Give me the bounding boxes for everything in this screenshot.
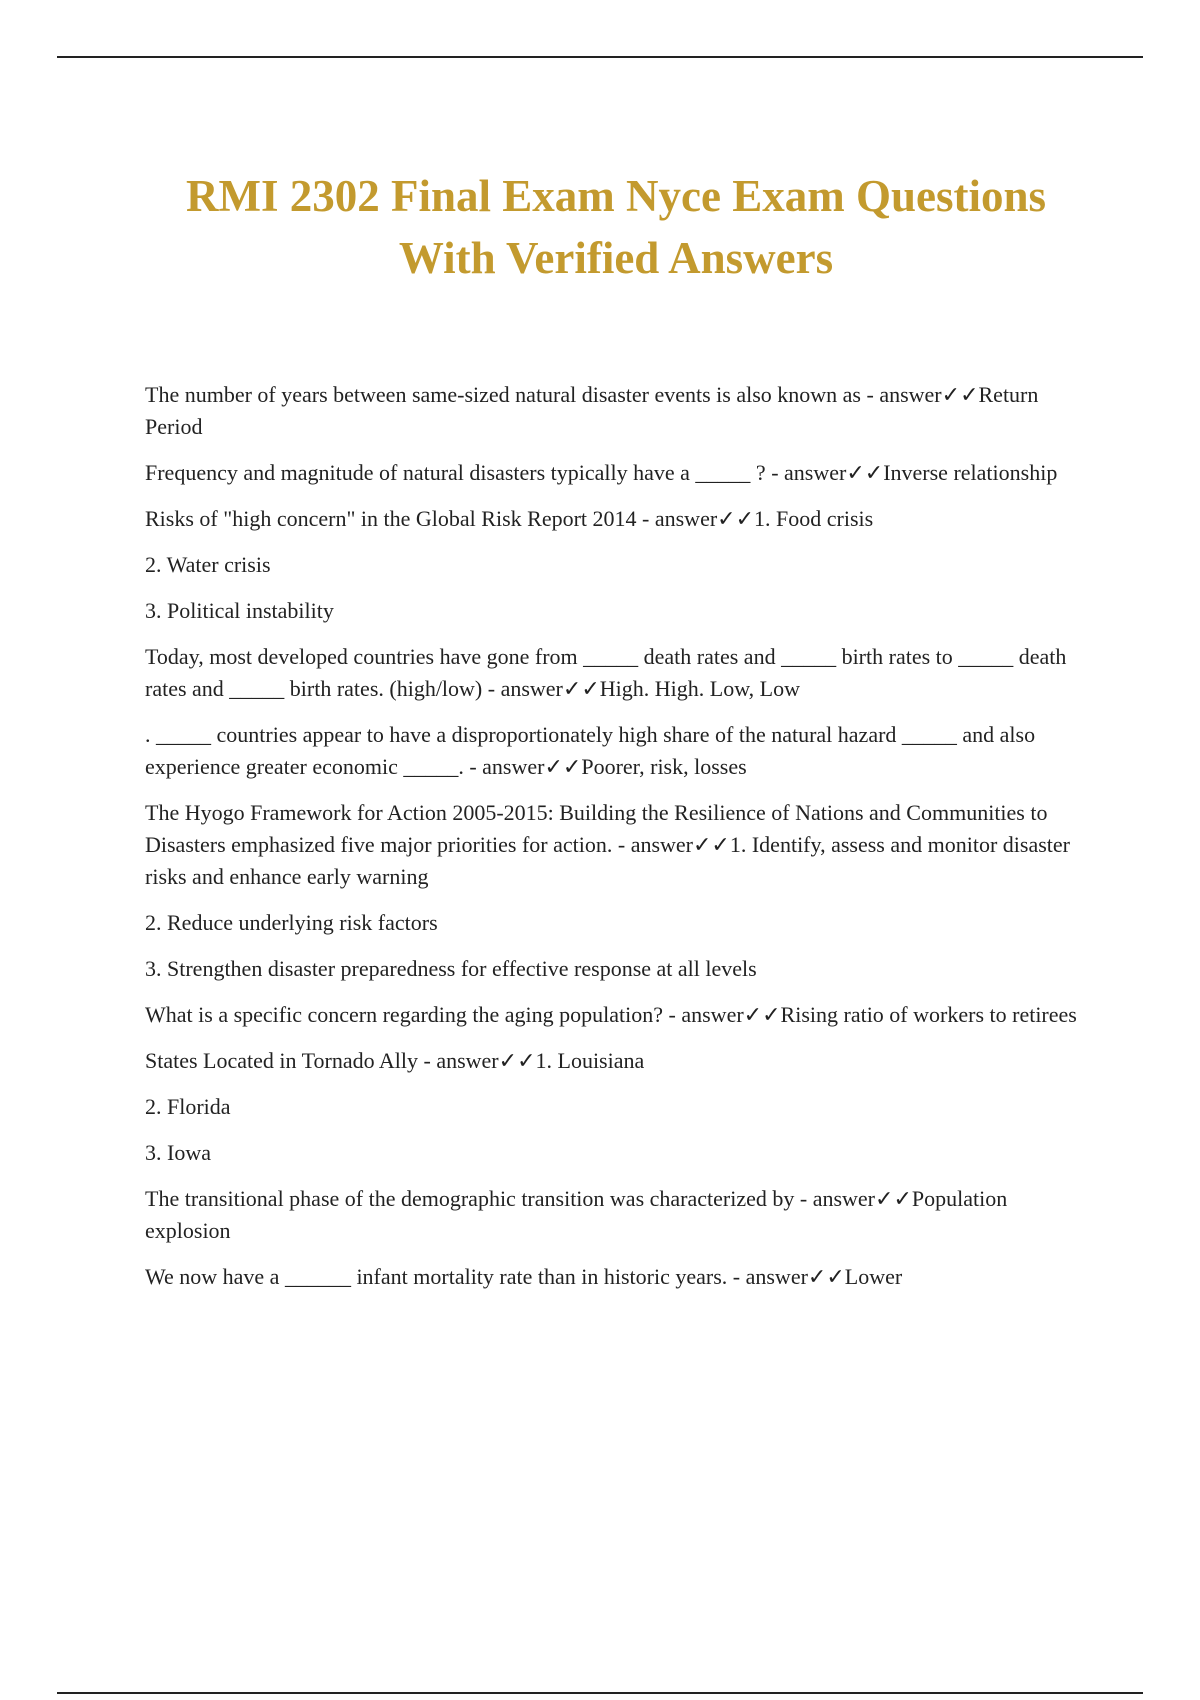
qa-item (145, 1045, 1080, 1077)
answer-marker: answer✓✓ (630, 832, 730, 857)
answer-text: Population explosion (145, 1186, 1008, 1243)
answer-marker: answer✓✓ (879, 382, 979, 407)
qa-item (145, 719, 1080, 783)
qa-item (145, 797, 1080, 893)
question-text: Today, most developed countries have gone from _____ death rates and _____ birth rates to _____ death rates and _____ birth rates. (high/low) - (145, 644, 1067, 701)
answer-continuation: 3. Political instability (145, 598, 334, 623)
qa-item (145, 379, 1080, 443)
answer-text: Lower (844, 1264, 903, 1289)
qa-item (145, 1261, 1080, 1293)
question-text: What is a specific concern regarding the aging population? - (145, 1002, 682, 1027)
question-text: . _____ countries appear to have a disproportionately high share of the natural hazard _____ and also experience greater economic _____. - (145, 722, 1036, 779)
qa-item (145, 999, 1080, 1031)
qa-item (145, 1183, 1080, 1247)
bottom-rule (57, 1692, 1143, 1694)
question-text: The number of years between same-sized natural disaster events is also known as - (145, 382, 880, 407)
answer-text: 1. Louisiana (535, 1048, 645, 1073)
document-title-line-2: With Verified Answers (398, 233, 834, 283)
question-text: States Located in Tornado Ally - (145, 1048, 437, 1073)
answer-text: Poorer, risk, losses (581, 754, 747, 779)
answer-text: High. High. Low, Low (599, 676, 800, 701)
answer-continuation: 2. Florida (145, 1094, 231, 1119)
question-text: We now have a ______ infant mortality rate than in historic years. - (145, 1264, 746, 1289)
document-title (120, 165, 1112, 289)
answer-continuation: 3. Iowa (145, 1140, 211, 1165)
answer-marker: answer✓✓ (482, 754, 582, 779)
answer-marker: answer✓✓ (784, 460, 884, 485)
qa-list (145, 379, 1080, 1307)
answer-marker: answer✓✓ (500, 676, 600, 701)
qa-item (145, 641, 1080, 705)
answer-text: Return Period (145, 382, 1039, 439)
answer-text: 1. Identify, assess and monitor disaster risks and enhance early warning (145, 832, 1070, 889)
answer-marker: answer✓✓ (681, 1002, 781, 1027)
question-text: Frequency and magnitude of natural disasters typically have a _____ ? - (145, 460, 785, 485)
answer-text: 1. Food crisis (754, 506, 874, 531)
answer-continuation: 3. Strengthen disaster preparedness for effective response at all levels (145, 956, 757, 981)
answer-text: Inverse relationship (883, 460, 1058, 485)
answer-continuation: 2. Reduce underlying risk factors (145, 910, 438, 935)
answer-text: Rising ratio of workers to retirees (780, 1002, 1077, 1027)
question-text: The transitional phase of the demographic transition was characterized by - (145, 1186, 813, 1211)
answer-marker: answer✓✓ (654, 506, 755, 531)
document-title-line-1: RMI 2302 Final Exam Nyce Exam Questions (186, 171, 1046, 221)
answer-continuation: 2. Water crisis (145, 552, 271, 577)
answer-marker: answer✓✓ (436, 1048, 536, 1073)
question-text: Risks of "high concern" in the Global Risk Report 2014 - (145, 506, 655, 531)
top-rule (57, 56, 1143, 58)
answer-marker: answer✓✓ (745, 1264, 845, 1289)
question-text: The Hyogo Framework for Action 2005-2015: Building the Resilience of Nations and Communities to Disasters emphasized five major priorities for action. - (145, 800, 1048, 857)
qa-item (145, 457, 1080, 489)
answer-marker: answer✓✓ (812, 1186, 912, 1211)
qa-item (145, 503, 1080, 535)
